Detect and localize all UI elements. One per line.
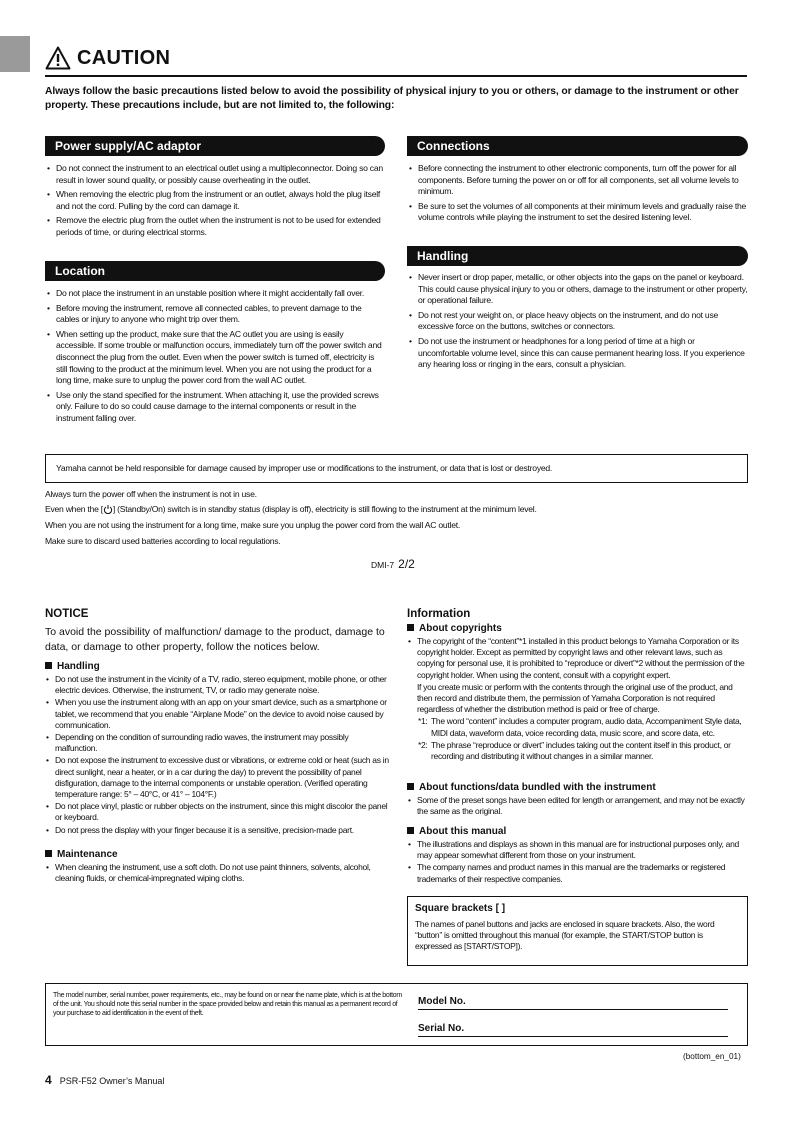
disclaimer-box: Yamaha cannot be held responsible for damage caused by improper use or modifications to the instrument, or data that is lost or destroyed. — [45, 454, 748, 483]
power-note-3: When you are not using the instrument for a long time, make sure you unplug the power cord from the wall AC outlet. — [45, 520, 461, 530]
manual-label: About this manual — [419, 826, 507, 837]
list-item: • Do not use the instrument in the vicinity of a TV, radio, stereo equipment, mobile phone, or other electric devices. Otherwise, the instrument, TV, or radio may generate noise. — [45, 674, 390, 696]
list-item: • The copyright of the “content”*1 installed in this product belongs to Yamaha Corporation or its copyright holder. Except as permitted by copyright laws and other relevant laws, such as copying for personal use, it is prohibited to “reproduce or divert”*2 without the permission of the copyright holder. When using the content, consult with a copyright expert. — [407, 636, 748, 681]
section-connections-title: Connections — [407, 136, 748, 156]
manual-title — [407, 826, 506, 837]
list-item: • Some of the preset songs have been edited for length or arrangement, and may not be exactly the same as the original. — [407, 795, 748, 817]
notice-handling-list — [45, 674, 390, 837]
page-tab-marker — [0, 36, 30, 72]
copyrights-label: About copyrights — [419, 623, 502, 634]
footnote-2: *2: The phrase “reproduce or divert” includes taking out the content itself in this product, or recording and distributing it without changes in a similar manner. — [407, 740, 748, 762]
list-item: • Before connecting the instrument to other electronic components, turn off the power for all components. Before turning the power on or off for all components, set all volume levels to minimum. — [407, 163, 748, 198]
notice-maintenance-label: Maintenance — [57, 849, 118, 860]
list-item: • When you use the instrument along with an app on your smart device, such as a smartphone or tablet, we recommend that you enable “Airplane Mode” on the device to avoid noise caused by communication. — [45, 697, 390, 731]
footnote-1: *1: The word “content” includes a computer program, audio data, Accompaniment Style data, MIDI data, waveform data, voice recording data, music score, and score data, etc. — [407, 716, 748, 738]
notice-title: NOTICE — [45, 608, 89, 620]
model-serial-box — [45, 983, 748, 1046]
manual-list — [407, 839, 748, 886]
section-power-supply-title: Power supply/AC adaptor — [45, 136, 385, 156]
list-item: • Remove the electric plug from the outlet when the instrument is not to be used for extended periods of time, or during electrical storms. — [45, 215, 385, 238]
caution-header — [45, 46, 170, 70]
square-bullet-icon — [407, 783, 414, 790]
list-item-continuation: If you create music or perform with the contents through the original use of the product, and then record and distribute them, the permission of Yamaha Corporation is not required regardless of whether the distribution method is paid or free of charge. — [417, 681, 733, 715]
bottom-code: (bottom_en_01) — [683, 1052, 741, 1061]
model-number-field: Model No. — [418, 996, 728, 1010]
functions-list — [407, 795, 748, 818]
standby-power-icon — [103, 504, 113, 514]
page-footer — [45, 1073, 164, 1087]
power-note-2-post: ] (Standby/On) switch is in standby status (display is off), electricity is still flowing to the instrument at the minimum level. — [112, 504, 537, 514]
handling-list — [407, 272, 748, 374]
power-note-4: Make sure to discard used batteries according to local regulations. — [45, 536, 281, 546]
list-item: • Do not press the display with your finger because it is a sensitive, precision-made part. — [45, 825, 390, 836]
notice-handling-title — [45, 661, 100, 672]
list-item: • Before moving the instrument, remove all connected cables, to prevent damage to the cables or injury to anyone who might trip over them. — [45, 303, 385, 326]
list-item: • Use only the stand specified for the instrument. When attaching it, use the provided screws only. Failure to do so could cause damage to the internal components or result in the instrument falling over. — [45, 390, 385, 425]
list-item: • Do not place the instrument in an unstable position where it might accidentally fall over. — [45, 288, 385, 300]
notice-maintenance-title — [45, 849, 118, 860]
notice-handling-label: Handling — [57, 661, 100, 672]
page-code-number: 2/2 — [398, 557, 415, 571]
list-item: • When removing the electric plug from the instrument or an outlet, always hold the plug itself and not the cord. Pulling by the cord can damage it. — [45, 189, 385, 212]
section-location-title: Location — [45, 261, 385, 281]
caution-title: CAUTION — [77, 46, 171, 69]
power-note-1: Always turn the power off when the instrument is not in use. — [45, 489, 257, 499]
serial-number-field: Serial No. — [418, 1023, 728, 1037]
page-code — [371, 557, 415, 571]
copyrights-list — [407, 636, 748, 763]
model-serial-text: The model number, serial number, power requirements, etc., may be found on or near the name plate, which is at the bottom of the unit. You should note this serial number in the space provided below and retain this manual as a permanent record of your purchase to aid identification in the event of theft. — [53, 992, 402, 1018]
list-item: • Depending on the condition of surrounding radio waves, the instrument may possibly malfunction. — [45, 732, 390, 754]
location-list — [45, 288, 385, 428]
information-title: Information — [407, 608, 471, 620]
square-brackets-body: The names of panel buttons and jacks are enclosed in square brackets. Also, the word “button” is omitted throughout this manual (for example, the START/STOP button is expressed as [START/STOP]). — [415, 919, 715, 952]
power-note-2 — [45, 504, 537, 514]
square-bullet-icon — [45, 662, 52, 669]
copyrights-title — [407, 623, 502, 634]
list-item: • Do not connect the instrument to an electrical outlet using a multipleconnector. Doing so can result in lower sound quality, or possibly cause overheating in the outlet. — [45, 163, 385, 186]
list-item: • Do not use the instrument or headphones for a long period of time at a high or uncomfortable volume level, since this can cause permanent hearing loss. If you experience any hearing loss or ringing in the ears, consult a physician. — [407, 336, 748, 371]
caution-intro: Always follow the basic precautions listed below to avoid the possibility of physical injury to you or others, or damage to the instrument or other property. These precautions include, but are not limited to, the following: — [45, 86, 739, 111]
notice-maintenance-list — [45, 862, 390, 885]
list-item: • Do not expose the instrument to excessive dust or vibrations, or extreme cold or heat (such as in direct sunlight, near a heater, or in a car during the day) to prevent the possibility of panel disfiguration, damage to the internal components or unstable operation. (Verified operating temperature range: 5° – 40°C, or 41° – 104°F.) — [45, 755, 390, 800]
list-item: • When setting up the product, make sure that the AC outlet you are using is easily accessible. If some trouble or malfunction occurs, immediately turn off the power switch and disconnect the plug from the outlet. Even when the power switch is turned off, electricity is still flowing to the product at the minimum level. When you are not using the product for a long time, make sure to unplug the power cord from the wall AC outlet. — [45, 329, 385, 387]
manual-name: PSR-F52 Owner’s Manual — [59, 1076, 165, 1086]
list-item: • Do not rest your weight on, or place heavy objects on the instrument, and do not use excessive force on the buttons, switches or connectors. — [407, 310, 748, 333]
square-brackets-title: Square brackets [ ] — [415, 903, 506, 914]
list-item: • The company names and product names in this manual are the trademarks or registered trademarks of their respective companies. — [407, 862, 748, 884]
caution-divider — [45, 75, 747, 77]
connections-list — [407, 163, 748, 227]
list-item: • Never insert or drop paper, metallic, or other objects into the gaps on the panel or keyboard. This could cause physical injury to you or others, damage to the instrument or other property, or operational failure. — [407, 272, 748, 307]
page-code-id: DMI-7 — [371, 560, 395, 570]
power-supply-list — [45, 163, 385, 242]
square-bullet-icon — [407, 624, 414, 631]
page-number: 4 — [45, 1073, 52, 1087]
power-note-2-pre: Even when the [ — [45, 504, 103, 514]
square-bullet-icon — [45, 850, 52, 857]
square-brackets-box — [407, 896, 748, 966]
square-bullet-icon — [407, 827, 414, 834]
list-item: • Be sure to set the volumes of all components at their minimum levels and gradually raise the volume controls while playing the instrument to set the desired listening level. — [407, 201, 748, 224]
functions-title — [407, 782, 656, 793]
list-item: • Do not place vinyl, plastic or rubber objects on the instrument, since this might discolor the panel or keyboard. — [45, 801, 390, 823]
functions-label: About functions/data bundled with the instrument — [419, 782, 656, 793]
warning-triangle-icon — [45, 46, 71, 70]
section-handling-title: Handling — [407, 246, 748, 266]
notice-intro: To avoid the possibility of malfunction/ damage to the product, damage to data, or damage to other property, follow the notices below. — [45, 626, 385, 653]
list-item: • The illustrations and displays as shown in this manual are for instructional purposes only, and may appear somewhat different from those on your instrument. — [407, 839, 748, 861]
list-item: • When cleaning the instrument, use a soft cloth. Do not use paint thinners, solvents, alcohol, cleaning fluids, or chemical-impregnated wiping cloths. — [45, 862, 390, 884]
